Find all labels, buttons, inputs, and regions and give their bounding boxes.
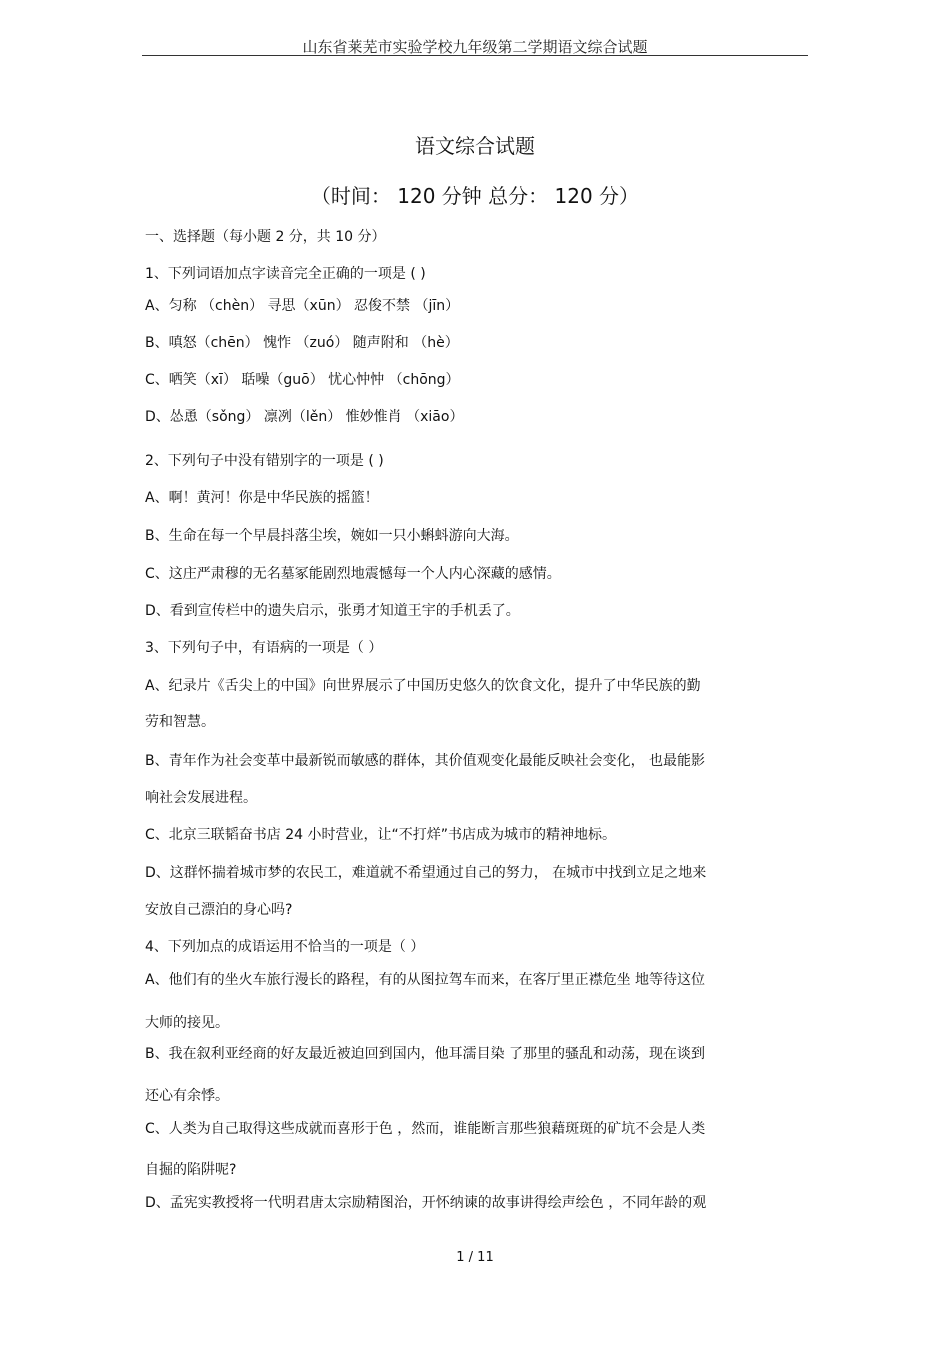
- exam-subtitle: （时间： 120 分钟 总分： 120 分）: [310, 184, 640, 208]
- question-1-option-d: D、怂恿（sǒng） 凛冽（lěn） 惟妙惟肖 （xiāo）: [145, 409, 464, 425]
- question-4-option-c-line1: C、人类为自己取得这些成就而喜形于色 ，然而，谁能断言那些狼藉斑斑的矿坑不会是人类: [145, 1121, 706, 1137]
- question-3-option-d-line1: D、这群怀揣着城市梦的农民工，难道就不希望通过自己的努力， 在城市中找到立足之地来: [145, 865, 707, 881]
- question-3-option-d-line2: 安放自己漂泊的身心吗?: [145, 902, 293, 918]
- question-3-option-c: C、北京三联韬奋书店 24 小时营业，让“不打烊”书店成为城市的精神地标。: [145, 827, 616, 843]
- page-header: 山东省莱芜市实验学校九年级第二学期语文综合试题: [302, 38, 648, 56]
- question-4-option-b-line2: 还心有余悸。: [145, 1088, 229, 1104]
- question-2-option-b: B、生命在每一个早晨抖落尘埃，婉如一只小蝌蚪游向大海。: [145, 528, 519, 544]
- question-2-option-c: C、这庄严肃穆的无名墓冢能剧烈地震憾每一个人内心深藏的感情。: [145, 566, 561, 582]
- question-4-option-b-line1: B、我在叙利亚经商的好友最近被迫回到国内，他耳濡目染 了那里的骚乱和动荡，现在谈到: [145, 1046, 706, 1062]
- exam-title: 语文综合试题: [415, 134, 535, 158]
- header-rule: [142, 55, 808, 56]
- question-4-option-a-line1: A、他们有的坐火车旅行漫长的路程，有的从图拉驾车而来，在客厅里正襟危坐 地等待这位: [145, 972, 706, 988]
- question-1-option-a: A、匀称 （chèn） 寻思（xūn） 忍俊不禁 （jīn）: [145, 298, 460, 314]
- question-3-option-b-line2: 响社会发展进程。: [145, 790, 257, 806]
- question-3-option-a-line1: A、纪录片《舌尖上的中国》向世界展示了中国历史悠久的饮食文化，提升了中华民族的勤: [145, 678, 701, 694]
- question-4-option-d-line1: D、孟宪实教授将一代明君唐太宗励精图治，开怀纳谏的故事讲得绘声绘色 ，不同年龄的观: [145, 1195, 707, 1211]
- question-1-option-c: C、哂笑（xī） 聒噪（guō） 忧心忡忡 （chōng）: [145, 372, 460, 388]
- page-number: 1 / 11: [456, 1250, 494, 1265]
- question-2-option-d: D、看到宣传栏中的遗失启示，张勇才知道王宇的手机丢了。: [145, 603, 520, 619]
- question-2-option-a: A、啊！黄河！你是中华民族的摇篮！: [145, 490, 379, 506]
- question-1-stem: 1、下列词语加点字读音完全正确的一项是 ( ): [145, 266, 426, 282]
- question-4-option-a-line2: 大师的接见。: [145, 1015, 229, 1031]
- section-heading: 一、选择题（每小题 2 分，共 10 分）: [145, 229, 386, 245]
- question-2-stem: 2、下列句子中没有错别字的一项是 ( ): [145, 453, 384, 469]
- question-4-option-c-line2: 自掘的陷阱呢?: [145, 1162, 237, 1178]
- question-1-option-b: B、嗔怒（chēn） 愧怍 （zuó） 随声附和 （hè）: [145, 335, 459, 351]
- question-3-stem: 3、下列句子中，有语病的一项是（ ）: [145, 640, 383, 656]
- question-3-option-b-line1: B、青年作为社会变革中最新锐而敏感的群体，其价值观变化最能反映社会变化， 也最能影: [145, 753, 706, 769]
- question-4-stem: 4、下列加点的成语运用不恰当的一项是（ ）: [145, 939, 425, 955]
- question-3-option-a-line2: 劳和智慧。: [145, 714, 215, 730]
